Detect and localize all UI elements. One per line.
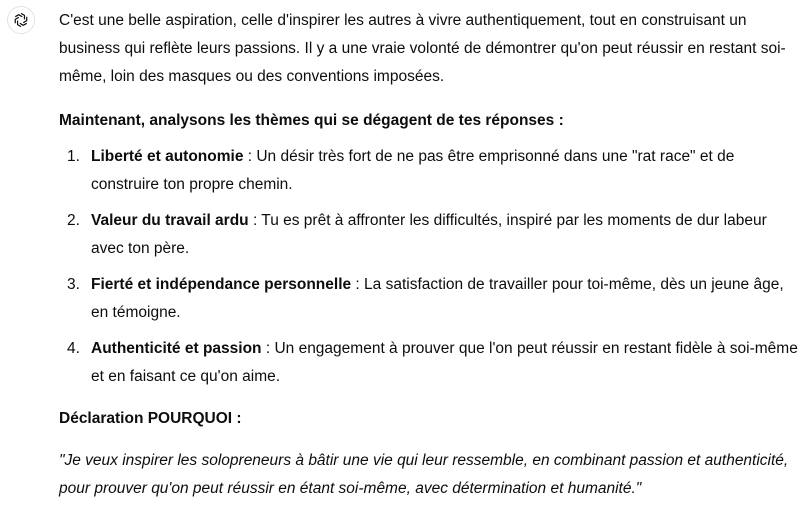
theme-item — [59, 143, 799, 199]
theme-text: : Un engagement à prouver que l'on peut réussir en restant fidèle à soi-même et en faisant ce qu'on aime. — [91, 340, 798, 385]
theme-number: 1. — [67, 148, 80, 165]
theme-title: Fierté et indépendance personnelle — [91, 276, 352, 293]
theme-text: : Un désir très fort de ne pas être emprisonné dans une "rat race" et de construire ton propre chemin. — [91, 148, 735, 193]
intro-paragraph: C'est une belle aspiration, celle d'inspirer les autres à vivre authentiquement, tout en construisant un business qui reflète leurs passions. Il y a une vraie volonté de démontrer qu'on peut réussir en restant soi-même, loin des masques ou des conventions imposées. — [59, 12, 786, 85]
theme-item — [59, 271, 799, 327]
theme-title: Authenticité et passion — [91, 340, 262, 357]
declaration-heading: Déclaration POURQUOI : — [59, 410, 242, 427]
themes-list — [59, 143, 799, 391]
theme-text: : La satisfaction de travailler pour toi-même, dès un jeune âge, en témoigne. — [91, 276, 784, 321]
theme-text: : Tu es prêt à affronter les difficultés, inspiré par les moments de dur labeur avec ton père. — [91, 212, 767, 257]
theme-item — [59, 207, 799, 263]
theme-number: 2. — [67, 212, 80, 229]
theme-number: 4. — [67, 340, 80, 357]
theme-item — [59, 335, 799, 391]
assistant-message — [59, 7, 799, 503]
theme-title: Liberté et autonomie — [91, 148, 244, 165]
openai-logo-icon — [12, 11, 30, 29]
theme-number: 3. — [67, 276, 80, 293]
assistant-avatar — [7, 6, 35, 34]
declaration-quote: "Je veux inspirer les solopreneurs à bâtir une vie qui leur ressemble, en combinant passion et authenticité, pour prouver qu'on peut réussir en étant soi-même, avec détermination et humanité." — [59, 452, 789, 497]
theme-title: Valeur du travail ardu — [91, 212, 249, 229]
themes-heading: Maintenant, analysons les thèmes qui se dégagent de tes réponses : — [59, 112, 564, 129]
